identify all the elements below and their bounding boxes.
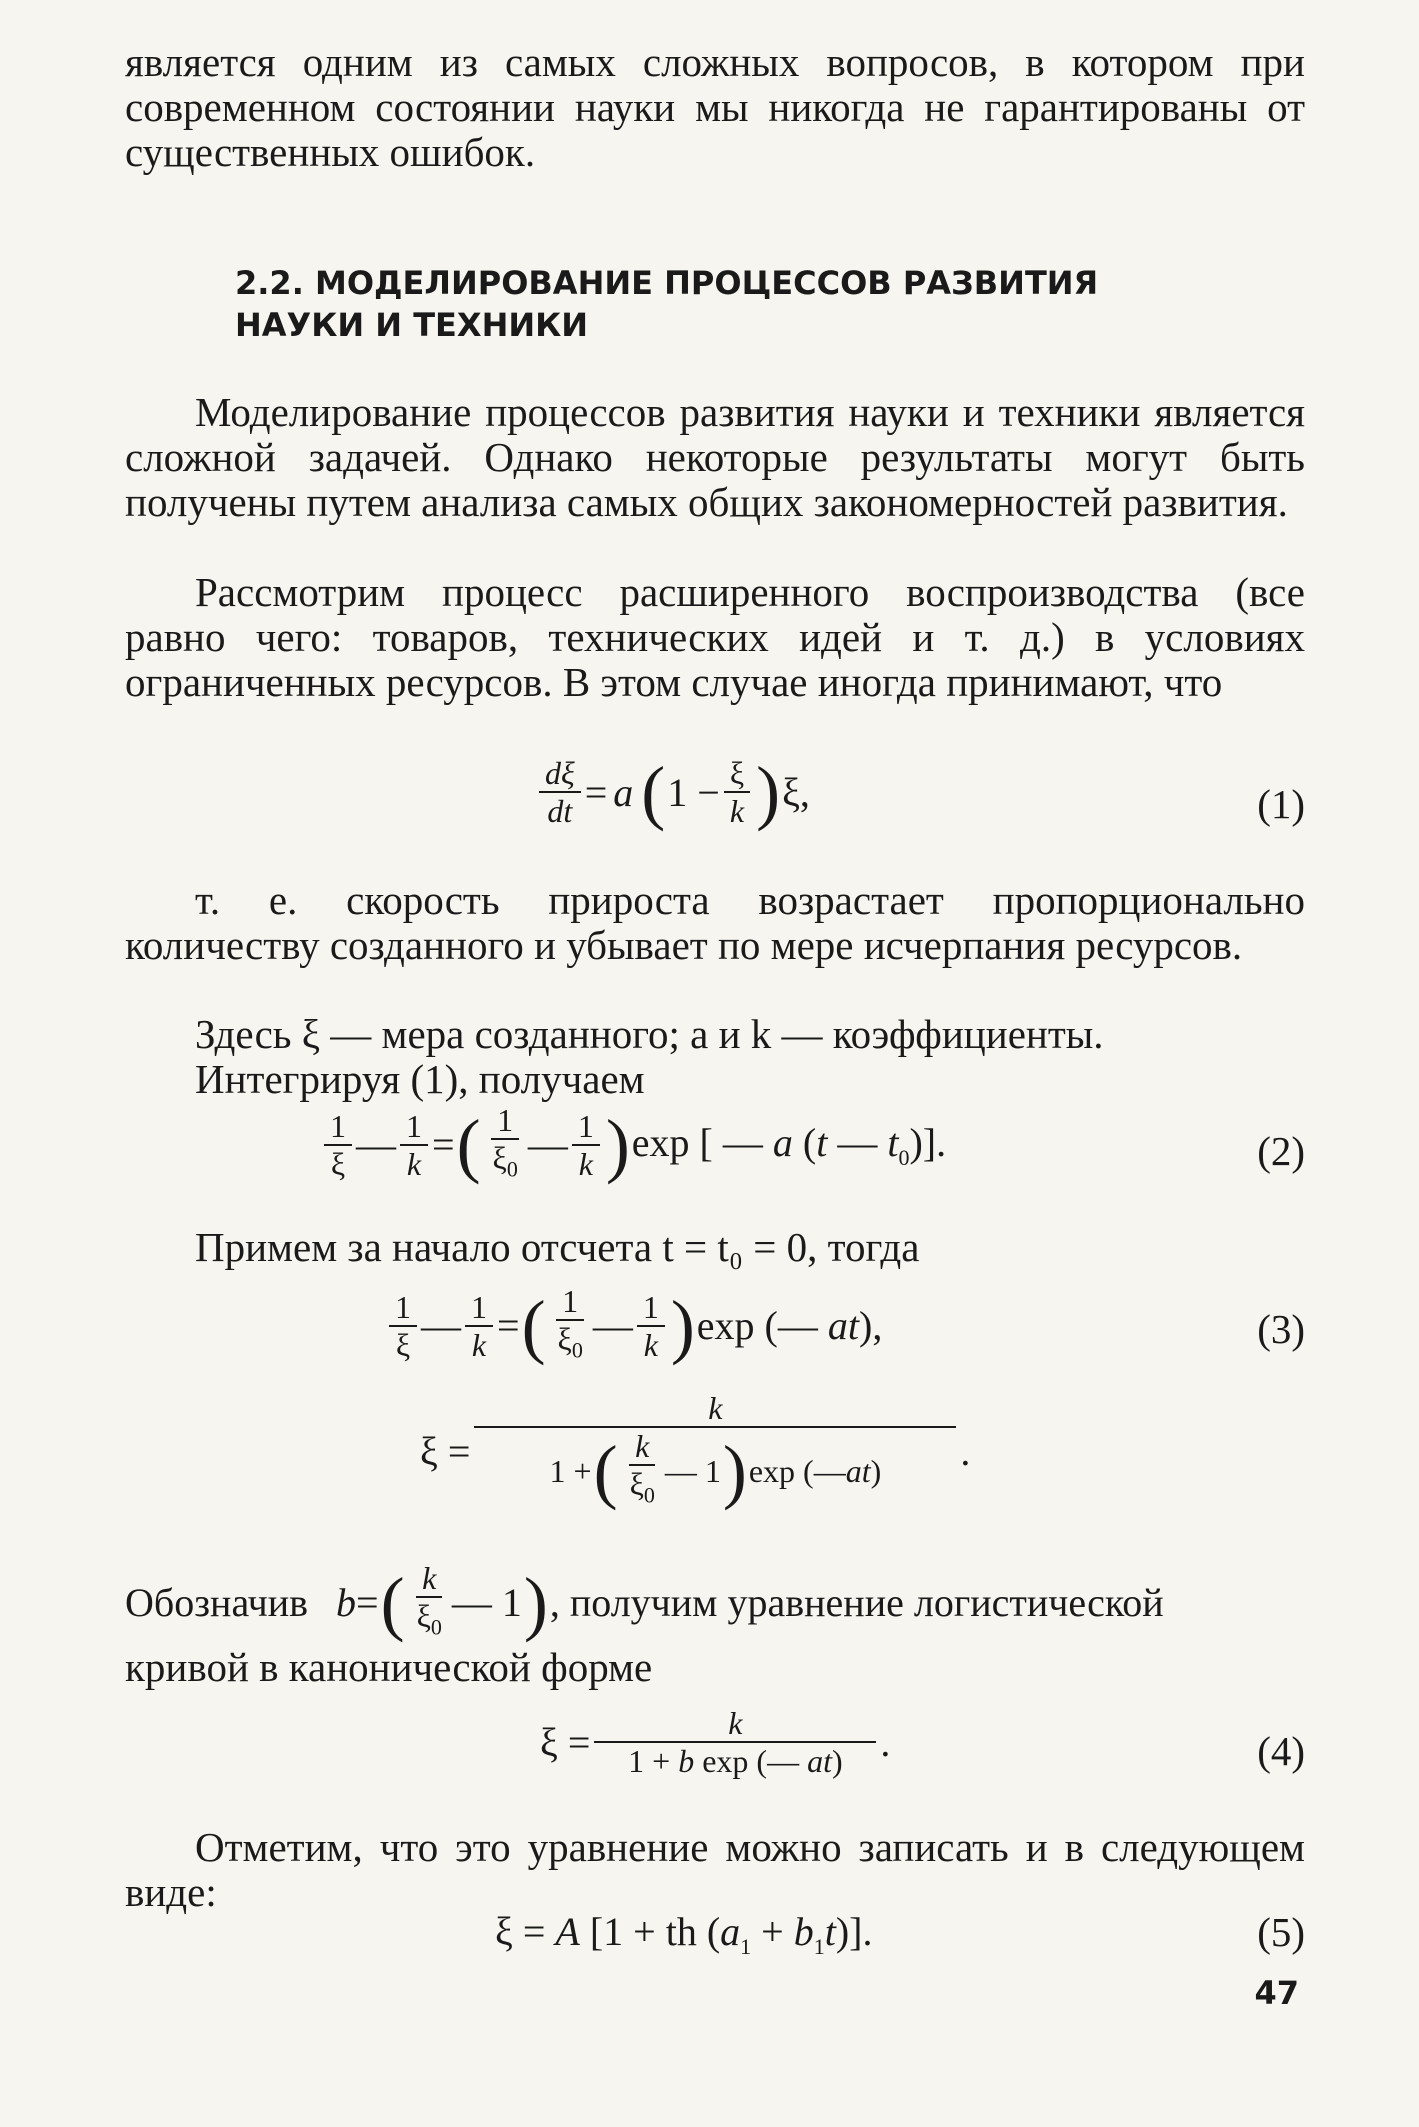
equation-5-number: (5)	[1257, 1909, 1305, 1955]
equation-3-body: $\frac{1}{\xi}$ — $\frac{1}{k}$ = ( $\frac{1}{\xi_0}$ — $\frac{1}{k}$ ) exp (— at),	[385, 1283, 882, 1368]
equation-xi-body: ξ = k 1 + ( $\frac{k}{\xi_0}$ — 1 ) exp (— at ) .	[420, 1390, 971, 1511]
equation-5-body: ξ = A [1 + th $(a_1 + b_1t)$].	[495, 1909, 873, 1959]
paragraph-8: Отметим, что это уравнение можно записать и в следующем виде:	[125, 1824, 1305, 1915]
paragraph-0: является одним из самых сложных вопросов, в котором при современном состоянии науки мы никогда не гарантированы от существенных ошибок.	[125, 39, 1305, 175]
equation-2-body: $\frac{1}{\xi}$ — $\frac{1}{k}$ = ( $\frac{1}{\xi_0}$ — $\frac{1}{k}$ ) exp [ — a (t — $t_0$)].	[320, 1102, 946, 1187]
paragraph-7c: кривой в канонической форме	[125, 1644, 653, 1690]
equation-4-body: ξ = $\frac{k}{\text{1 + b exp (— at)}}$ .	[540, 1705, 891, 1779]
equation-xi-solution	[125, 1390, 1305, 1530]
equation-1-body: $\frac{d\xi}{dt}$ = a ( 1 − $\frac{\xi}{k}$ ) ξ,	[535, 755, 810, 829]
equation-2-number: (2)	[1257, 1128, 1305, 1174]
equation-2	[125, 1102, 1305, 1202]
equation-3	[125, 1283, 1305, 1383]
page-number: 47	[1254, 1974, 1299, 2012]
section-heading: 2.2. МОДЕЛИРОВАНИЕ ПРОЦЕССОВ РАЗВИТИЯ НАУКИ И ТЕХНИКИ	[235, 264, 1099, 344]
equation-4	[125, 1705, 1305, 1805]
paragraph-2: Рассмотрим процесс расширенного воспроизводства (все равно чего: товаров, технических идей и т. д.) в условиях ограниченных ресурсов. В этом случае иногда принимают, что	[125, 569, 1305, 705]
paragraph-3: т. е. скорость прироста возрастает пропорционально количеству созданного и убывает по мере исчерпания ресурсов.	[125, 877, 1305, 968]
equation-1-number: (1)	[1257, 781, 1305, 827]
equation-1	[125, 752, 1305, 855]
equation-4-number: (4)	[1257, 1728, 1305, 1774]
paragraph-4: Здесь ξ — мера созданного; a и k — коэффициенты.	[195, 1011, 1104, 1057]
paragraph-5: Интегрируя (1), получаем	[195, 1056, 645, 1102]
paragraph-1: Моделирование процессов развития науки и техники является сложной задачей. Однако некоторые результаты могут быть получены путем анализа самых общих закономерностей развития.	[125, 389, 1305, 525]
paragraph-6: Примем за начало отсчета t = t₀ = 0, тогда	[195, 1224, 920, 1270]
equation-5	[125, 1908, 1305, 1968]
paragraph-7-line: Обозначив b = ( $\frac{k}{\xi_0}$ — 1 ) , получим уравнение логистической	[125, 1560, 1164, 1643]
equation-3-number: (3)	[1257, 1306, 1305, 1352]
paragraph-7	[125, 1560, 1305, 1643]
